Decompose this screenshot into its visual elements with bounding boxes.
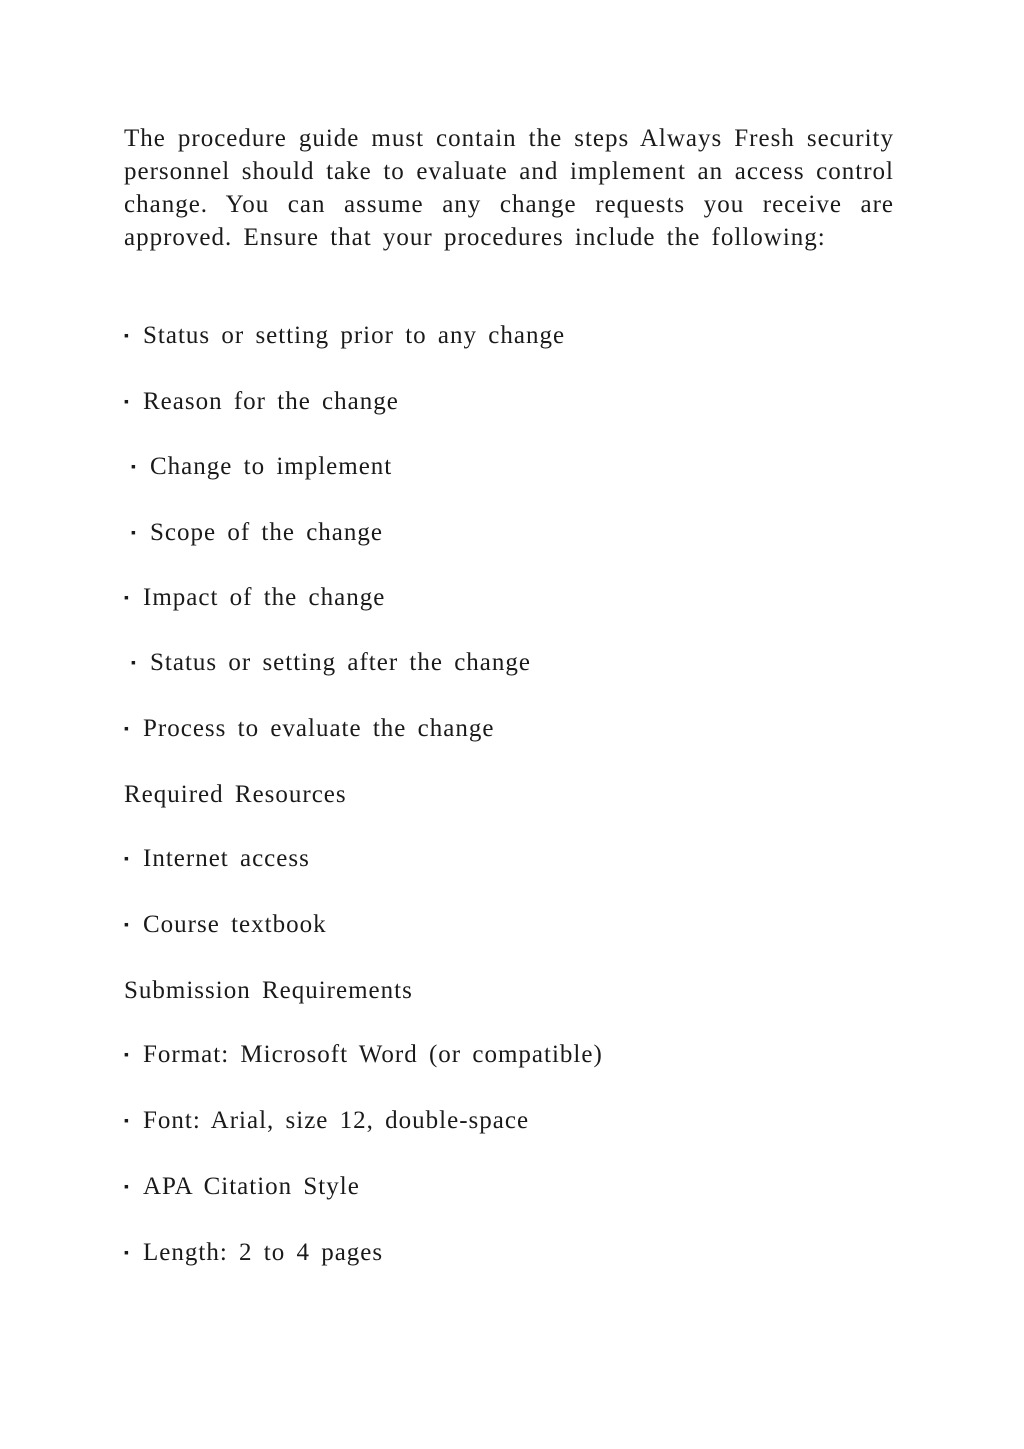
bullet-icon: ▪ [131,656,136,671]
bullet-icon: ▪ [124,1048,129,1063]
list-item [124,712,494,746]
list-item-text: Process to evaluate the change [143,715,495,742]
list-item-text: Font: Arial, size 12, double-space [143,1107,530,1134]
list-item [124,1170,360,1204]
list-item [124,842,310,876]
bullet-icon: ▪ [124,1114,129,1129]
list-item [124,319,565,353]
list-item-text: Change to implement [150,453,393,480]
bullet-icon: ▪ [124,1180,129,1195]
list-item-text: Length: 2 to 4 pages [143,1239,384,1266]
list-item-text: Impact of the change [143,584,386,611]
bullet-icon: ▪ [124,852,129,867]
list-item-text: Course textbook [143,911,327,938]
bullet-icon: ▪ [124,722,129,737]
list-item [124,385,399,419]
section-heading-resources: Required Resources [124,781,347,808]
list-item [124,1038,603,1072]
list-item [131,646,531,680]
list-item-text: APA Citation Style [143,1173,360,1200]
bullet-icon: ▪ [124,395,129,410]
list-item-text: Scope of the change [150,519,384,546]
section-heading-submission: Submission Requirements [124,977,413,1004]
bullet-icon: ▪ [131,526,136,541]
list-item [124,908,327,942]
list-item-text: Status or setting prior to any change [143,322,566,349]
list-item-text: Reason for the change [143,388,399,415]
list-item [131,450,392,484]
list-item-text: Internet access [143,845,310,872]
bullet-icon: ▪ [124,591,129,606]
list-item-text: Format: Microsoft Word (or compatible) [143,1041,603,1068]
list-item [131,516,383,550]
bullet-icon: ▪ [124,1246,129,1261]
list-item-text: Status or setting after the change [150,649,531,676]
list-item [124,1104,529,1138]
bullet-icon: ▪ [124,329,129,344]
intro-paragraph: The procedure guide must contain the steps Always Fresh security personnel should take to evaluate and implement an access control change. You can assume any change requests you receive are approved. Ensure that your procedures include the following: [124,125,894,251]
bullet-icon: ▪ [124,918,129,933]
list-item [124,581,385,615]
list-item [124,1236,383,1270]
bullet-icon: ▪ [131,460,136,475]
